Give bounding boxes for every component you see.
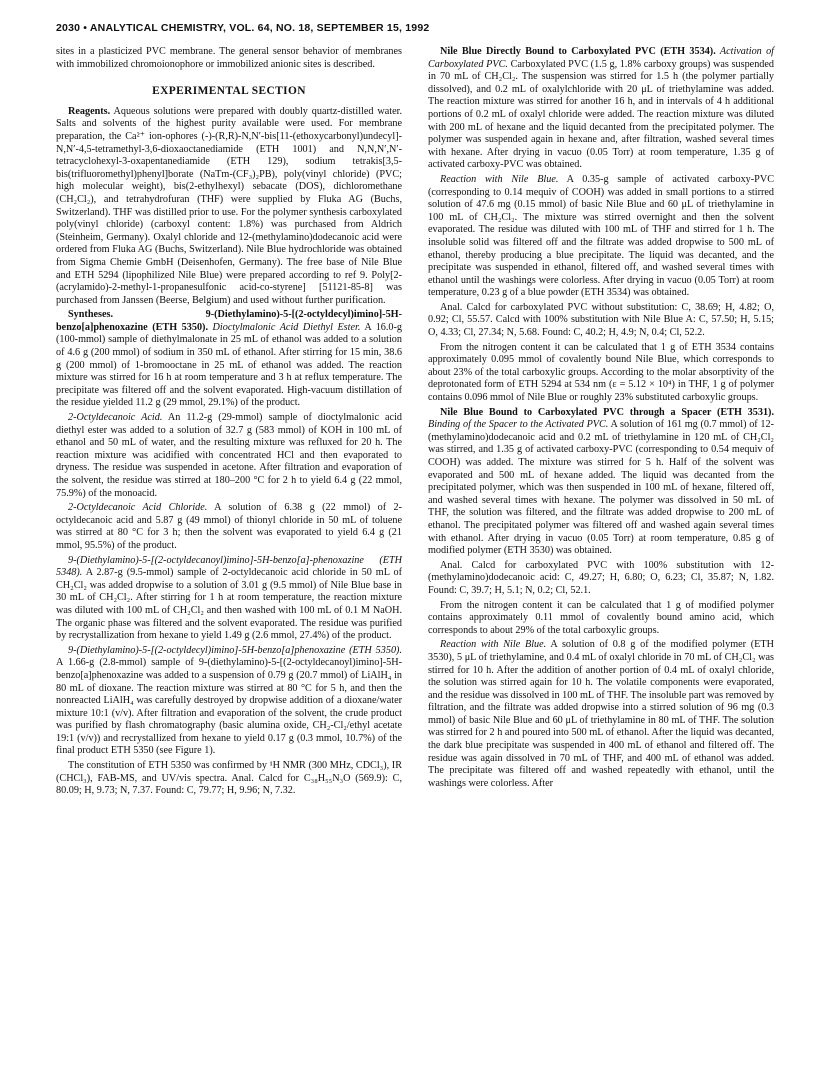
imine-heading: 9-(Diethylamino)-5-[(2-octyldecyl)imino]-5H-benzo[a]phenoxazine (ETH 5350). xyxy=(68,644,402,656)
reagents-heading: Reagents. xyxy=(68,105,111,117)
spacer-paragraph xyxy=(428,407,774,558)
chloride-text: A solution of 6.38 g (22 mmol) of 2-octyldecanoic acid and 5.87 g (49 mmol) of thionyl chloride in 50 mL of toluene was stirred at 80 °C for 3 h; then the solvent was evaporated to yield 6.4 g (21 mmol, 95.5%) of the product. xyxy=(56,502,402,551)
direct-paragraph xyxy=(428,46,774,172)
amide-heading: 9-(Diethylamino)-5-[(2-octyldecanoyl)imino]-5H-benzo[a]-phenoxazine (ETH 5348). xyxy=(56,554,402,579)
acid-heading: 2-Octyldecanoic Acid. xyxy=(68,412,163,424)
reaction2-heading: Reaction with Nile Blue. xyxy=(440,639,547,651)
acid-paragraph xyxy=(56,412,402,500)
direct-text: Carboxylated PVC (1.5 g, 1.8% carboxy groups) was suspended in 70 mL of CH₂Cl₂. The suspension was stirred for 1.5 h (the polymer partially dissolved), and 0.2 mL of oxalylchloride with 20 μL of triethylamine was added. The reaction mixture was stirred for another 16 h, and in intervals of 4 h additional portions of 0.2 mL of oxalyl chloride were added. The reaction mixture was diluted with 200 mL of hexane and the liquid decanted from the precipitated polymer. The polymer was suspended again in hexane and, after filtration, washed several times with hexane. After drying in vacuo (0.05 Torr) at room temperature, 1.35 g of activated carboxy-PVC was obtained. xyxy=(428,58,774,171)
spacer-subheading: Binding of the Spacer to the Activated PVC. xyxy=(428,419,609,431)
spacer-text: A solution of 161 mg (0.7 mmol) of 12-(methylamino)dodecanoic acid and 0.2 mL of triethylamine in 120 mL of CH₂Cl₂ was stirred, and 1.35 g of activated carboxy-PVC (corresponding to 0.54 mequiv of COOH) was added. The mixture was stirred for 5 h. Half of the solvent was evaporated and 500 mL of hexane added. The liquid was decanted from the precipitated polymer, which was then suspended in 100 mL of hexane, filtered off, and washed several times with hexane. The polymer was dissolved in 50 mL of THF, the solution was filtered, and the filtrate was added dropwise to 200 mL of ethanol. The precipitated polymer was filtered off and washed again several times with ethanol. After drying in vacuo (0.05 Torr) at room temperature, 0.85 g of modified polymer (ETH 3530) was obtained. xyxy=(428,419,774,557)
reagents-text: Aqueous solutions were prepared with doubly quartz-distilled water. Salts and solvents of the highest purity available were used. For membrane preparation, the Ca²⁺ ion-ophores (-)-(R,R)-N,N′-bis[11-(ethoxycarbonyl)undecyl]-N,N′-4,5-tetramethyl-3,6-dioxaoctanediamide (ETH 1001) and N,N,N′,N′-tetracyclohexyl-3-oxapentanediamide (ETH 129), sodium tetrakis[3,5-bis(trifluoromethyl)phenyl]borate (NaTm-(CF₃)₂PB), poly(vinyl chloride) (PVC; high molecular weight), bis(2-ethylhexyl) sebacate (DOS), dichloromethane (CH₂Cl₂), and tetrahydrofuran (THF) were supplied by Fluka AG (Buchs, Switzerland). THF was distilled prior to use. For the polymer synthesis carboxylated poly(vinyl chloride) (carboxyl content: 1.8%) was purchased from Aldrich (Steinheim, Germany). Oxalyl chloride and 12-(methylamino)dodecanoic acid were ordered from Fluka AG (Buchs, Switzerland). Nile Blue hydrochloride was obtained from Sigma Chemie GmbH (Deisenhofen, Germany). The free base of Nile Blue and ETH 5294 (lipophilized Nile Blue) were prepared according to ref 9. Poly[2-(acrylamido)-2-methyl-1-propanesulfonic acid-co-styrene] [51121-85-8] was purchased from Janssen (Beerse, Belgium) and used without further purification. xyxy=(56,105,402,306)
analysis1-paragraph: Anal. Calcd for carboxylated PVC without substitution: C, 38.69; H, 4.82; O, 0.92; Cl, 55.57. Calcd with 100% substitution with Nile Blue A: C, 57.50; H, 5.15; O, 4.33; Cl, 27.34; N, 5.68. Found: C, 40.2; H, 4.9; N, 0.4; Cl, 52.2. xyxy=(428,301,774,339)
reaction2-text: A solution of 0.8 g of the modified polymer (ETH 3530), 5 μL of triethylamine, and 0.4 mL of oxalyl chloride in 70 mL of CH₂Cl₂ was stirred for 10 h. After the addition of another portion of 0.4 mL of oxalyl chloride, the solution was stirred again for 10 h. The volatile components were evaporated, and the residue was dissolved in 100 mL of THF. The insoluble part was removed by filtration, and the filtrate was added dropwise into a stirred solution of 96 mg (0.3 mmol) of basic Nile Blue and 60 μL of triethylamine in 80 mL of THF. The solution was stirred for 2 h and poured into 500 mL of ethanol. After the liquid was decanted, the dark blue precipitate was suspended in 400 mL of ethanol and filtered off. The residue was again dissolved in 70 mL of THF, and 400 mL of ethanol was added. The precipitate was filtered off and washed repeatedly with ethanol, until the washings were colorless. After xyxy=(428,639,774,789)
reaction1-paragraph xyxy=(428,174,774,300)
running-head: 2030 • ANALYTICAL CHEMISTRY, VOL. 64, NO. 18, SEPTEMBER 15, 1992 xyxy=(56,22,430,34)
imine-text: A 1.66-g (2.8-mmol) sample of 9-(diethylamino)-5-[(2-octyldecanoyl)imino]-5H-benzo[a]phenoxazine was added to a suspension of 0.79 g (20.7 mmol) of LiAlH₄ in 80 mL of dioxane. The reaction mixture was stirred at 80 °C for 5 h, and then the nonreacted LiAlH₄ was carefully destroyed by dropwise addition of a dioxane/water mixture 10:1 (v/v). After filtration and evaporation of the solvent, the crude product was purified by flash chromatography (basic alumina oxide, CH₂-Cl₂/ethyl acetate 19:1 (v/v)) and recrystallized from hexane to yield 0.17 g (0.3 mmol, 10.7%) of the final product ETH 5350 (see Figure 1). xyxy=(56,657,402,757)
analysis2-paragraph: Anal. Calcd for carboxylated PVC with 100% substitution with 12-(methylamino)dodecanoic acid: C, 49.27; H, 6.80; O, 6.23; Cl, 35.87; N, 1.82. Found: C, 39.7; H, 5.1; N, 0.2; Cl, 52.1. xyxy=(428,559,774,596)
reagents-paragraph xyxy=(56,106,402,308)
syntheses-text: A 16.0-g (100-mmol) sample of diethylmalonate in 25 mL of ethanol was added to a solution of 4.6 g (200 mmol) of sodium in 350 mL of ethanol. After stirring for 15 min, 38.6 g (200 mmol) of 1-bromooctane in 25 mL of ethanol was added. The reaction mixture was stirred for 16 h at room temperature and 3 h at reflux temperature. The precipitate was filtered off and the solvent evaporated. High-vacuum distillation of the residue yielded 11.2 g (29 mmol, 29.1%) of the product. xyxy=(56,321,403,409)
amide-text: A 2.87-g (9.5-mmol) sample of 2-octyldecanoic acid chloride in 50 mL of CH₂Cl₂ was added dropwise to a solution of 3.01 g (9.5 mmol) of Nile Blue base in 30 mL of CH₂Cl₂. After stirring for 1 h at room temperature, the reaction mixture was diluted with 100 mL of CH₂Cl₂ and then washed with 100 mL of 0.1 M NaOH. The organic phase was filtered and the solvent evaporated. The residue was purified by recrystallization from hexane to yield 1.49 g (2.6 mmol, 27.4%) of the product. xyxy=(56,567,402,642)
intro-paragraph: sites in a plasticized PVC membrane. The general sensor behavior of membranes with immobilized chromoionophore or immobilized anionic sites is described. xyxy=(56,46,402,70)
reaction2-paragraph xyxy=(428,639,774,790)
left-column xyxy=(56,46,402,800)
reaction1-text: A 0.35-g sample of activated carboxy-PVC (corresponding to 0.14 mequiv of COOH) was added in small portions to a stirred solution of 47.6 mg (0.15 mmol) of basic Nile Blue and 60 μL of triethylamine in 100 mL of CH₂Cl₂. The mixture was stirred overnight and then the solvent evaporated. The residue was diluted with 100 mL of THF and stirred for 1 h. The insoluble solid was filtered off and the filtrate was added dropwise to 500 mL of ethanol, thereby producing a blue precipitate. The liquid was decanted, and the precipitate was suspended in ethanol, filtered off, and washed several times with ethanol until the washings were colorless. After drying in vacuo (0.05 Torr) at room temperature, 0.23 g of a blue powder (ETH 3534) was obtained. xyxy=(428,173,774,299)
amide-paragraph xyxy=(56,555,402,643)
reaction1-heading: Reaction with Nile Blue. xyxy=(440,173,559,185)
constitution-paragraph: The constitution of ETH 5350 was confirmed by ¹H NMR (300 MHz, CDCl₃), IR (CHCl₃), FAB-MS, and UV/vis spectra. Anal. Calcd for C₃₈H₅₅N₃O (569.9): C, 80.09; H, 9.73; N, 7.37. Found: C, 79.77; H, 9.96; N, 7.32. xyxy=(56,760,402,797)
chloride-paragraph xyxy=(56,502,402,552)
nitrogen2-paragraph: From the nitrogen content it can be calculated that 1 g of modified polymer contains approximately 0.11 mmol of covalently bound amino acid, which corresponds to about 29% of the total carboxylic groups. xyxy=(428,599,774,636)
imine-paragraph xyxy=(56,645,402,758)
right-column xyxy=(428,46,774,800)
nitrogen1-paragraph: From the nitrogen content it can be calculated that 1 g of ETH 3534 contains approximately 0.095 mmol of covalently bound Nile Blue, which corresponds to about 23% of the total carboxylic groups. According to the molar absorptivity of the deprotonated form of ETH 5294 at 534 nm (ε = 5.12 × 10⁴) in THF, 1 g of polymer contains 0.096 mmol of Nile Blue or roughly 23% substituted carboxylic groups. xyxy=(428,341,774,404)
syntheses-subheading: Dioctylmalonic Acid Diethyl Ester. xyxy=(208,321,361,333)
syntheses-paragraph xyxy=(56,309,402,410)
spacer-heading: Nile Blue Bound to Carboxylated PVC through a Spacer (ETH 3531). xyxy=(440,406,774,418)
syntheses-heading: Syntheses. 9-(Diethylamino)-5-[(2-octyldecyl)imino]-5H-benzo[a]phenoxazine (ETH 5350). xyxy=(56,309,402,333)
two-column-body xyxy=(56,46,774,800)
section-title: EXPERIMENTAL SECTION xyxy=(152,85,306,98)
chloride-heading: 2-Octyldecanoic Acid Chloride. xyxy=(68,502,208,514)
acid-text: An 11.2-g (29-mmol) sample of dioctylmalonic acid diethyl ester was added to a solution of 32.7 g (583 mmol) of KOH in 100 mL of ethanol and 50 mL of water, and the resulting mixture was refluxed for 20 h. The reaction mixture was acidified with concentrated HCl and then evaporated to dryness. The residue was suspended in acetone. After filtration and evaporation of the solvent, the residue was stirred at 180–200 °C for 2 h to yield 6.4 g (22 mmol, 75.9%) of the monoacid. xyxy=(56,412,402,499)
direct-subheading: Activation of Carboxylated PVC. xyxy=(428,46,774,70)
direct-heading: Nile Blue Directly Bound to Carboxylated PVC (ETH 3534). xyxy=(440,46,716,57)
